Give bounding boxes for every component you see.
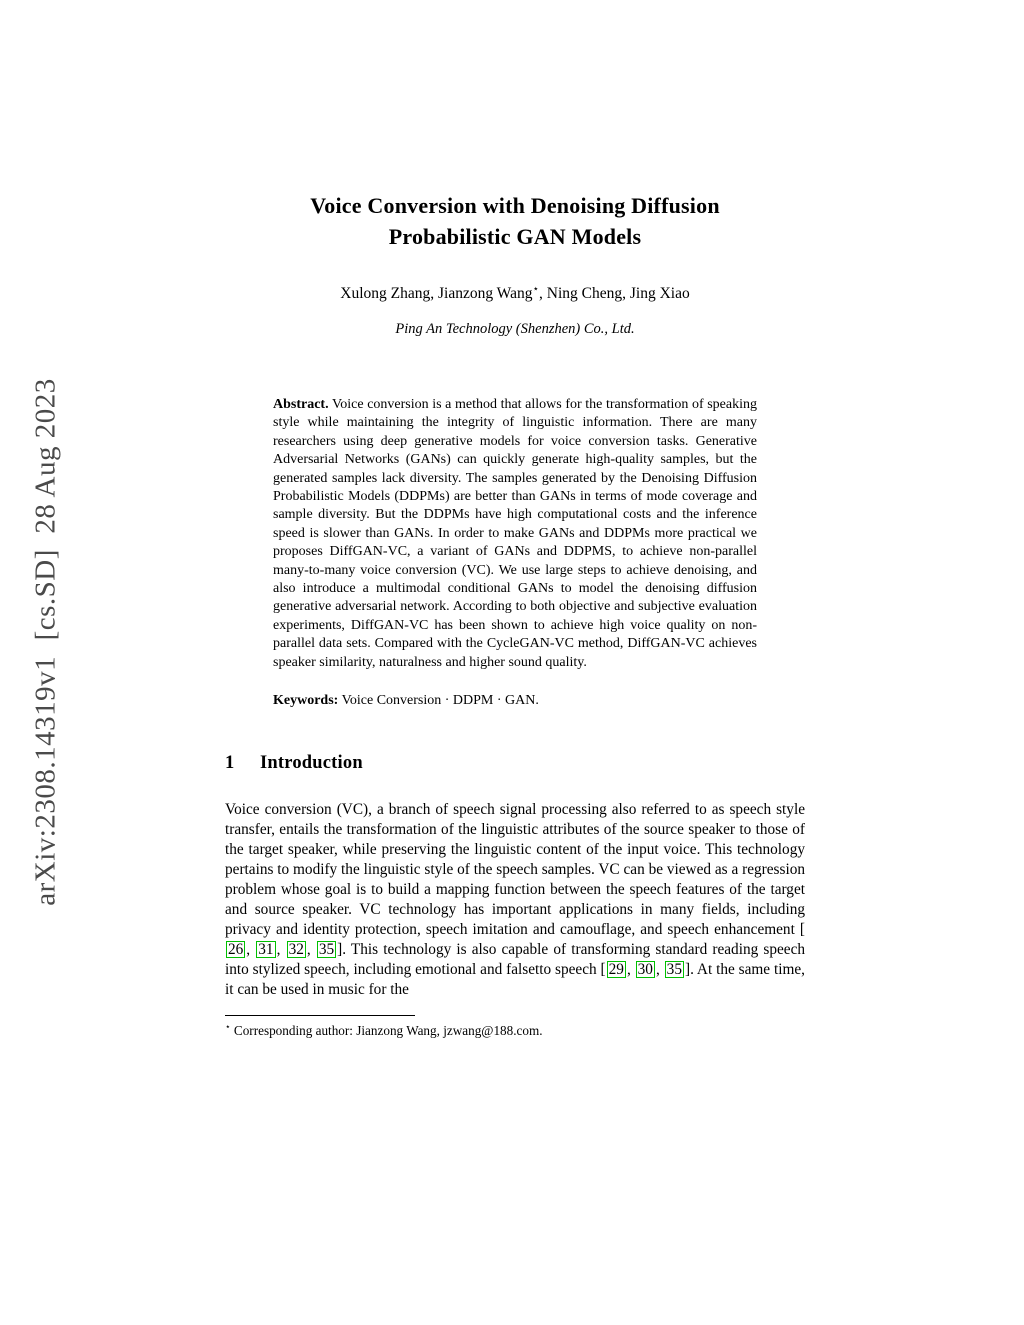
footnote	[225, 1023, 805, 1039]
arxiv-stamp: arXiv:2308.14319v1 [cs.SD] 28 Aug 2023	[29, 378, 62, 906]
footnote-text: Corresponding author: Jianzong Wang, jzwang@188.com.	[233, 1022, 543, 1038]
abstract-label: Abstract.	[273, 397, 329, 412]
text-run: Voice conversion (VC), a branch of speech signal processing also referred to as speech style transfer, entails the transformation of the linguistic attributes of the source speaker to those of the target speaker, while preserving the linguistic content of the input voice. This technology pertains to modify the linguistic style of the speech samples. VC can be viewed as a regression problem whose goal is to build a mapping function between the speech features of the target and source speaker. VC technology has important applications in many fields, including privacy and identity protection, speech imitation and camouflage, and speech enhancement [	[225, 800, 805, 938]
text-run: ,	[655, 960, 664, 978]
corresponding-author-mark: ⋆	[532, 283, 540, 295]
keywords-label: Keywords:	[273, 693, 339, 709]
text-run: ,	[306, 940, 316, 958]
text-run: ]. At the same time, it can be used in music for the	[225, 960, 805, 998]
paper-title	[225, 190, 805, 252]
paper-title-line1: Voice Conversion with Denoising Diffusion	[310, 193, 720, 218]
section-number: 1	[225, 752, 235, 773]
affiliation: Ping An Technology (Shenzhen) Co., Ltd.	[395, 321, 635, 337]
citation-link[interactable]: 35	[666, 960, 682, 978]
abstract-text: Voice conversion is a method that allows for the transformation of speaking style while maintaining the integrity of linguistic information. There are many researchers using deep generative models for voice conversion tasks. Generative Adversarial Networks (GANs) can quickly generate high-quality samples, but the generated samples lack diversity. The samples generated by the Denoising Diffusion Probabilistic Models (DDPMs) are better than GANs in terms of mode coverage and sample diversity. But the DDPMs have high computational costs and the inference speed is slower than GANs. In order to make GANs and DDPMs more practical we proposes DiffGAN-VC, a variant of GANs and DDPMS, to achieve non-parallel many-to-many voice conversion (VC). We use large steps to achieve denoising, and also introduce a multimodal conditional GANs to model the denoising diffusion generative adversarial network. According to both objective and subjective evaluation experiments, DiffGAN-VC has been shown to achieve high voice quality on non-parallel data sets. Compared with the CycleGAN-VC method, DiffGAN-VC achieves speaker similarity, naturalness and higher sound quality.	[273, 397, 758, 670]
text-run: ]. This technology is also capable of transforming standard reading speech into stylized speech, including emotional and falsetto speech [	[225, 940, 806, 978]
citation-link[interactable]: 26	[228, 940, 244, 958]
section-heading-introduction	[225, 753, 805, 774]
authors-part2: , Ning Cheng, Jing Xiao	[539, 285, 690, 302]
abstract	[273, 396, 757, 672]
citation-link[interactable]: 29	[608, 960, 624, 978]
paper-page	[225, 0, 805, 1039]
citation-link[interactable]: 30	[637, 960, 653, 978]
footnote-star: ⋆	[225, 1021, 231, 1032]
paper-title-line2: Probabilistic GAN Models	[388, 224, 642, 249]
text-run: ,	[246, 940, 256, 958]
text-run: ,	[626, 960, 635, 978]
text-run: ,	[276, 940, 286, 958]
authors-part1: Xulong Zhang, Jianzong Wang	[340, 285, 533, 302]
citation-link[interactable]: 31	[258, 940, 274, 958]
intro-paragraph	[225, 800, 805, 1000]
footnote-rule	[225, 1015, 415, 1016]
keywords-text: Voice Conversion · DDPM · GAN.	[341, 693, 539, 709]
keywords-line	[273, 692, 757, 710]
citation-link[interactable]: 32	[288, 940, 304, 958]
authors-line	[225, 285, 805, 303]
citation-link[interactable]: 35	[318, 940, 335, 958]
section-title: Introduction	[260, 752, 363, 773]
